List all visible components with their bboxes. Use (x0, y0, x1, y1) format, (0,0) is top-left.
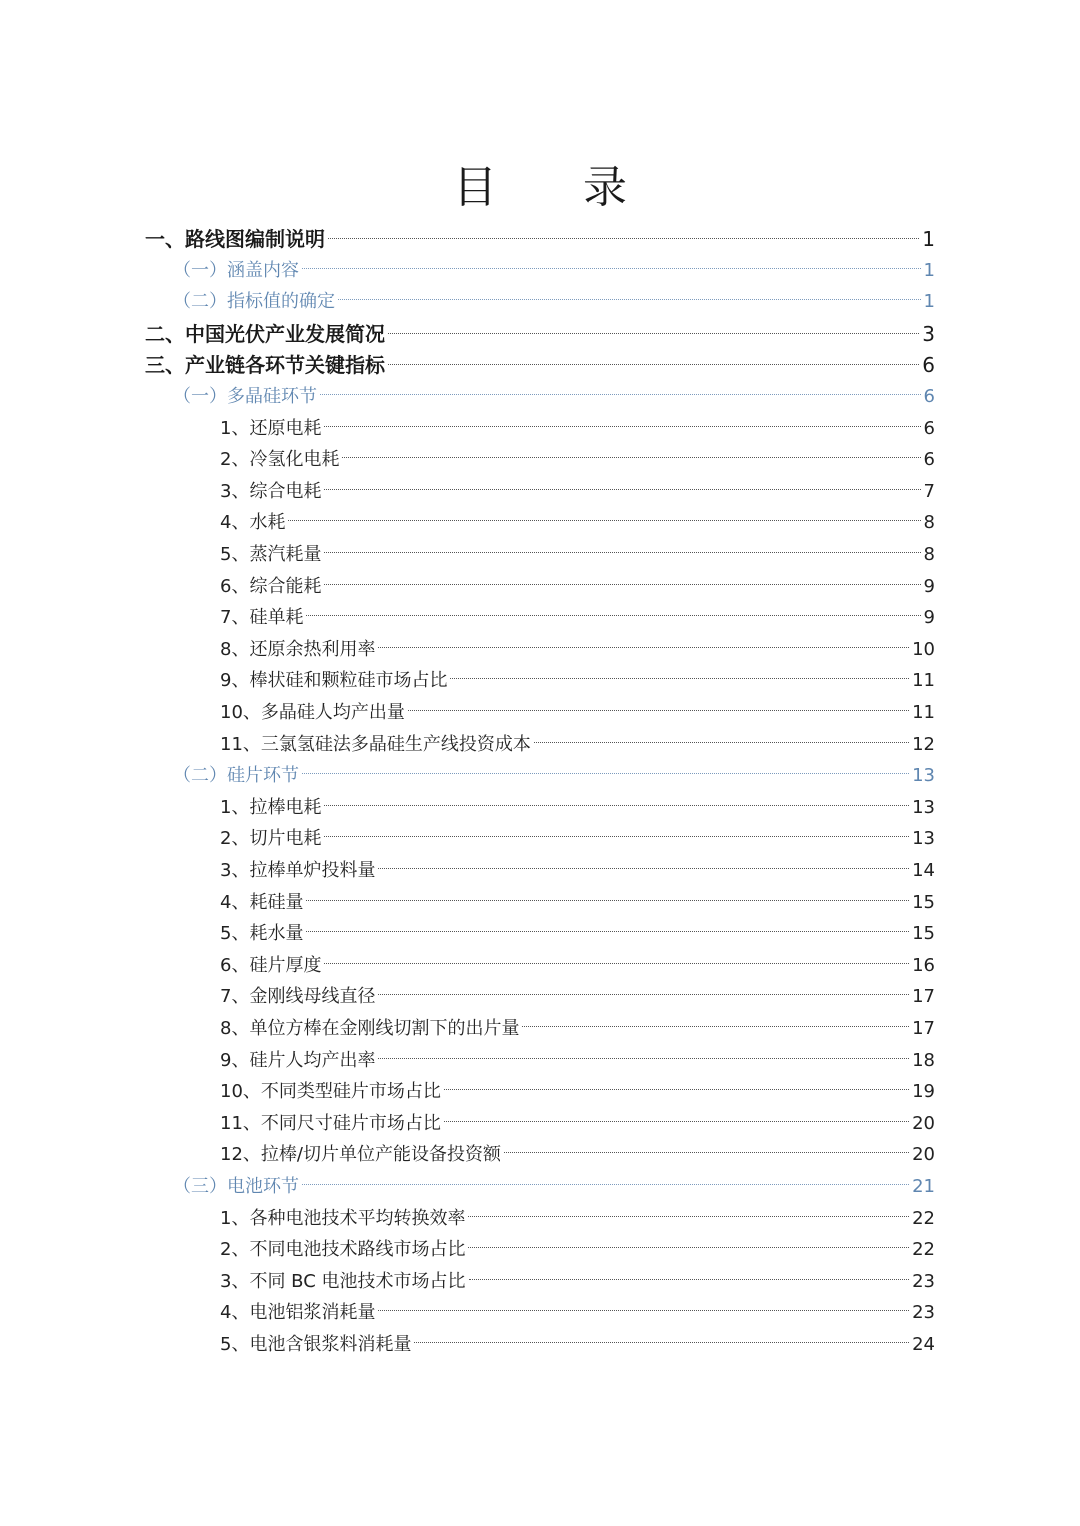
toc-entry-label: 1、还原电耗 (220, 417, 322, 439)
dot-leader (388, 333, 919, 334)
toc-entry-page-number: 20 (912, 1144, 935, 1166)
toc-entry[interactable] (220, 476, 935, 508)
toc-entry-label: （二）指标值的确定 (173, 291, 335, 313)
toc-entry-label: 4、水耗 (220, 512, 286, 534)
toc-entry[interactable] (220, 855, 935, 887)
toc-entry-label: 1、各种电池技术平均转换效率 (220, 1207, 466, 1229)
toc-entry-label: 8、还原余热利用率 (220, 638, 376, 660)
toc-entry[interactable] (220, 602, 935, 634)
toc-entry-label: 6、综合能耗 (220, 575, 322, 597)
dot-leader (324, 836, 909, 837)
dot-leader (324, 963, 909, 964)
toc-entry-page-number: 20 (912, 1112, 935, 1134)
toc-entry[interactable] (220, 1266, 935, 1298)
dot-leader (306, 931, 909, 932)
dot-leader (324, 805, 909, 806)
toc-entry-label: 11、不同尺寸硅片市场占比 (220, 1112, 441, 1134)
toc-entry-page-number: 6 (923, 386, 935, 407)
toc-entry-page-number: 17 (912, 1018, 935, 1039)
dot-leader (302, 773, 909, 774)
toc-entry-label: 5、蒸汽耗量 (220, 544, 322, 565)
toc-entry[interactable] (220, 792, 935, 824)
dot-leader (324, 584, 920, 585)
dot-leader (468, 1247, 909, 1248)
toc-entry[interactable] (220, 1076, 935, 1108)
dot-leader (444, 1089, 909, 1090)
toc-entry-label: 2、切片电耗 (220, 828, 322, 850)
dot-leader (324, 552, 920, 553)
dot-leader (328, 238, 919, 239)
toc-entry-label: 5、电池含银浆料消耗量 (220, 1334, 412, 1355)
toc-entry-label: 11、三氯氢硅法多晶硅生产线投资成本 (220, 733, 531, 755)
toc-entry[interactable] (220, 981, 935, 1013)
dot-leader (306, 615, 920, 616)
toc-entry-label: 3、不同 BC 电池技术市场占比 (220, 1270, 466, 1292)
toc-entry-label: 三、产业链各环节关键指标 (145, 353, 385, 378)
dot-leader (378, 1058, 909, 1059)
toc-entry-page-number: 13 (912, 828, 935, 850)
dot-leader (306, 900, 909, 901)
toc-entry[interactable] (220, 665, 935, 697)
toc-entry-label: 10、多晶硅人均产出量 (220, 702, 405, 723)
toc-entry-page-number: 17 (912, 986, 935, 1008)
toc-entry-page-number: 18 (912, 1049, 935, 1071)
toc-entry-page-number: 3 (922, 321, 935, 346)
toc-entry-page-number: 15 (912, 923, 935, 945)
toc-entry-label: 一、路线图编制说明 (145, 227, 325, 251)
dot-leader (388, 364, 919, 365)
toc-entry[interactable] (220, 1013, 935, 1045)
dot-leader (302, 1184, 909, 1185)
toc-entry-label: （一）涵盖内容 (173, 259, 299, 281)
toc-entry[interactable] (220, 539, 935, 571)
toc-entry[interactable] (220, 1297, 935, 1329)
dot-leader (324, 489, 920, 490)
toc-entry[interactable] (220, 823, 935, 855)
toc-entry-page-number: 8 (923, 512, 935, 534)
dot-leader (378, 868, 909, 869)
toc-entry[interactable] (220, 1234, 935, 1266)
toc-entry-label: （三）电池环节 (173, 1176, 299, 1197)
toc-entry-label: 2、冷氢化电耗 (220, 449, 340, 471)
dot-leader (468, 1216, 909, 1217)
toc-entry-page-number: 19 (912, 1081, 935, 1103)
dot-leader (504, 1152, 909, 1153)
toc-entry-page-number: 11 (912, 670, 935, 692)
toc-entry-label: （二）硅片环节 (173, 765, 299, 787)
toc-entry[interactable] (220, 887, 935, 919)
toc-entry[interactable] (173, 760, 935, 792)
toc-entry[interactable] (220, 413, 935, 445)
toc-entry-page-number: 16 (912, 954, 935, 976)
toc-entry-page-number: 13 (912, 796, 935, 818)
toc-entry-page-number: 14 (912, 860, 935, 881)
toc-entry-label: （一）多晶硅环节 (173, 386, 317, 407)
toc-entry-label: 4、电池铝浆消耗量 (220, 1302, 376, 1324)
toc-entry[interactable] (220, 918, 935, 950)
toc-entry-label: 2、不同电池技术路线市场占比 (220, 1239, 466, 1261)
toc-entry-label: 8、单位方棒在金刚线切割下的出片量 (220, 1018, 520, 1039)
toc-entry-page-number: 22 (912, 1239, 935, 1261)
toc-entry[interactable] (220, 1203, 935, 1235)
toc-entry-label: 9、硅片人均产出率 (220, 1049, 376, 1071)
toc-entry-page-number: 23 (912, 1302, 935, 1324)
toc-entry-page-number: 22 (912, 1207, 935, 1229)
dot-leader (534, 742, 909, 743)
dot-leader (408, 710, 909, 711)
toc-entry[interactable] (173, 1171, 935, 1203)
toc-entry[interactable] (220, 444, 935, 476)
dot-leader (378, 994, 909, 995)
toc-entry-label: 10、不同类型硅片市场占比 (220, 1081, 441, 1103)
dot-leader (444, 1121, 909, 1122)
toc-entry-page-number: 6 (923, 449, 935, 471)
dot-leader (378, 647, 909, 648)
toc-entry-page-number: 7 (923, 480, 935, 502)
dot-leader (469, 1279, 910, 1280)
toc-entry-page-number: 9 (923, 607, 935, 629)
toc-entry[interactable] (220, 1329, 935, 1361)
toc-entry-label: 9、棒状硅和颗粒硅市场占比 (220, 670, 448, 692)
page-title: 目 录 (453, 162, 663, 213)
toc-entry[interactable] (173, 381, 935, 413)
toc-entry[interactable] (173, 286, 935, 318)
dot-leader (302, 268, 921, 269)
dot-leader (324, 426, 920, 427)
toc-entry-label: 二、中国光伏产业发展简况 (145, 321, 385, 346)
toc-entry-page-number: 1 (923, 291, 935, 313)
dot-leader (522, 1026, 909, 1027)
toc-entry-label: 5、耗水量 (220, 923, 304, 945)
toc-entry[interactable] (220, 507, 935, 539)
toc-entry-page-number: 24 (912, 1334, 935, 1355)
toc-entry-label: 12、拉棒/切片单位产能设备投资额 (220, 1144, 501, 1166)
dot-leader (320, 394, 921, 395)
toc-entry[interactable] (220, 1139, 935, 1171)
toc-entry-label: 3、综合电耗 (220, 480, 322, 502)
toc-entry-page-number: 21 (912, 1176, 935, 1197)
toc-entry-page-number: 10 (912, 638, 935, 660)
toc-entry-label: 6、硅片厚度 (220, 954, 322, 976)
toc-entry-page-number: 6 (923, 417, 935, 439)
toc-entry-page-number: 12 (912, 733, 935, 755)
toc-entry[interactable] (220, 571, 935, 603)
toc-entry-page-number: 9 (923, 575, 935, 597)
toc-entry-page-number: 15 (912, 891, 935, 913)
toc-entry[interactable] (220, 634, 935, 666)
toc-entry[interactable] (220, 1108, 935, 1140)
toc-entry-label: 7、金刚线母线直径 (220, 986, 376, 1008)
toc-entry[interactable] (220, 697, 935, 729)
toc-entry[interactable] (145, 223, 935, 255)
dot-leader (338, 299, 921, 300)
toc-entry-label: 3、拉棒单炉投料量 (220, 860, 376, 881)
dot-leader (288, 520, 920, 521)
toc-entry-label: 4、耗硅量 (220, 891, 304, 913)
dot-leader (450, 678, 909, 679)
toc-entry-page-number: 8 (923, 544, 935, 565)
toc-entry-page-number: 1 (922, 227, 935, 251)
dot-leader (378, 1310, 909, 1311)
dot-leader (414, 1342, 909, 1343)
dot-leader (342, 457, 920, 458)
toc-entry-page-number: 6 (922, 353, 935, 378)
toc-entry-page-number: 11 (912, 702, 935, 723)
toc-entry[interactable] (220, 950, 935, 982)
toc-entry-page-number: 1 (923, 259, 935, 281)
toc-entry[interactable] (145, 318, 935, 350)
toc-entry-page-number: 23 (912, 1270, 935, 1292)
toc-entry-label: 7、硅单耗 (220, 607, 304, 629)
toc-entry[interactable] (145, 349, 935, 381)
toc-entry[interactable] (220, 729, 935, 761)
toc-entry[interactable] (173, 255, 935, 287)
toc-entry[interactable] (220, 1045, 935, 1077)
toc-entry-label: 1、拉棒电耗 (220, 796, 322, 818)
toc-entry-page-number: 13 (912, 765, 935, 787)
